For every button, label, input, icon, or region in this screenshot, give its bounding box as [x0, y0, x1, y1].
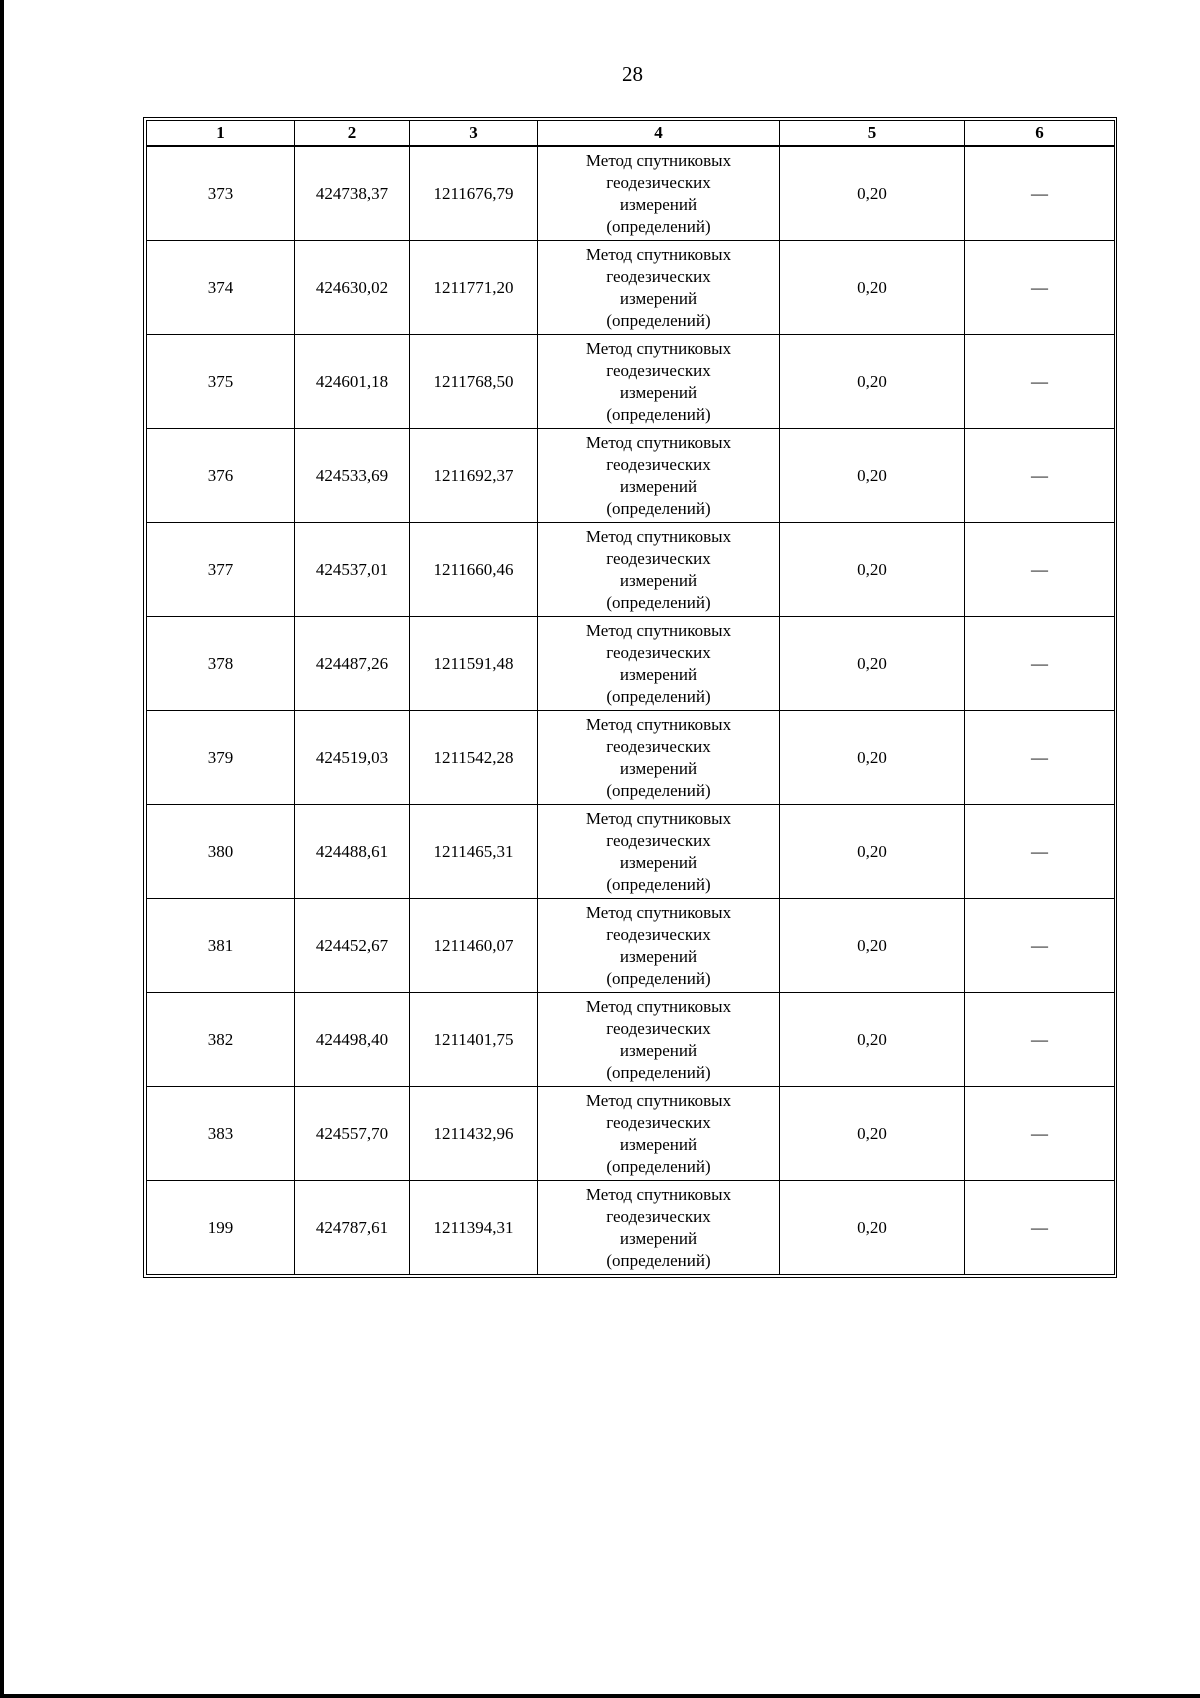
method-line: Метод спутниковых: [585, 902, 732, 922]
method-line: геодезических: [606, 172, 711, 192]
x-coordinate-cell: 424557,70: [295, 1087, 410, 1181]
method-line: геодезических: [606, 1018, 711, 1038]
note-cell: —: [965, 335, 1115, 429]
method-line: Метод спутниковых: [585, 714, 732, 734]
point-number-cell: 380: [147, 805, 295, 899]
column-header: 3: [410, 121, 538, 147]
table-row: [147, 1181, 1115, 1275]
note-cell: —: [965, 805, 1115, 899]
point-number-cell: 381: [147, 899, 295, 993]
note-cell: —: [965, 523, 1115, 617]
point-number-cell: 379: [147, 711, 295, 805]
method-line: Метод спутниковых: [585, 244, 732, 264]
method-line: (определений): [606, 216, 711, 236]
table-body: [147, 146, 1115, 1275]
method-line: Метод спутниковых: [585, 1090, 732, 1110]
method-line: Метод спутниковых: [585, 620, 732, 640]
method-cell: [538, 241, 780, 335]
precision-cell: 0,20: [780, 241, 965, 335]
y-coordinate-cell: 1211465,31: [410, 805, 538, 899]
table-row: [147, 617, 1115, 711]
column-header: 6: [965, 121, 1115, 147]
method-line: измерений: [619, 946, 698, 966]
method-line: измерений: [619, 1228, 698, 1248]
y-coordinate-cell: 1211692,37: [410, 429, 538, 523]
x-coordinate-cell: 424787,61: [295, 1181, 410, 1275]
method-line: измерений: [619, 852, 698, 872]
precision-cell: 0,20: [780, 1181, 965, 1275]
table-row: [147, 241, 1115, 335]
method-line: геодезических: [606, 736, 711, 756]
precision-cell: 0,20: [780, 335, 965, 429]
precision-cell: 0,20: [780, 899, 965, 993]
x-coordinate-cell: 424630,02: [295, 241, 410, 335]
table-row: [147, 899, 1115, 993]
scan-edge-left: [0, 0, 4, 1698]
method-line: (определений): [606, 780, 711, 800]
table-row: [147, 146, 1115, 241]
x-coordinate-cell: 424601,18: [295, 335, 410, 429]
method-line: Метод спутниковых: [585, 338, 732, 358]
coordinates-table: [146, 120, 1115, 1275]
y-coordinate-cell: 1211460,07: [410, 899, 538, 993]
method-line: геодезических: [606, 360, 711, 380]
x-coordinate-cell: 424452,67: [295, 899, 410, 993]
method-line: измерений: [619, 476, 698, 496]
method-line: Метод спутниковых: [585, 808, 732, 828]
precision-cell: 0,20: [780, 146, 965, 241]
point-number-cell: 199: [147, 1181, 295, 1275]
method-line: Метод спутниковых: [585, 526, 732, 546]
note-cell: —: [965, 1087, 1115, 1181]
point-number-cell: 383: [147, 1087, 295, 1181]
method-line: (определений): [606, 1156, 711, 1176]
column-header: 5: [780, 121, 965, 147]
method-line: измерений: [619, 1134, 698, 1154]
y-coordinate-cell: 1211768,50: [410, 335, 538, 429]
method-line: измерений: [619, 758, 698, 778]
method-line: (определений): [606, 874, 711, 894]
method-cell: [538, 899, 780, 993]
y-coordinate-cell: 1211542,28: [410, 711, 538, 805]
method-cell: [538, 711, 780, 805]
column-header: 4: [538, 121, 780, 147]
precision-cell: 0,20: [780, 1087, 965, 1181]
method-line: измерений: [619, 1040, 698, 1060]
x-coordinate-cell: 424487,26: [295, 617, 410, 711]
method-line: измерений: [619, 194, 698, 214]
method-line: измерений: [619, 664, 698, 684]
method-line: геодезических: [606, 830, 711, 850]
x-coordinate-cell: 424488,61: [295, 805, 410, 899]
method-cell: [538, 1181, 780, 1275]
method-line: геодезических: [606, 266, 711, 286]
method-line: (определений): [606, 310, 711, 330]
method-line: (определений): [606, 1250, 711, 1270]
column-header: 2: [295, 121, 410, 147]
method-line: геодезических: [606, 454, 711, 474]
method-line: измерений: [619, 570, 698, 590]
point-number-cell: 377: [147, 523, 295, 617]
method-line: геодезических: [606, 642, 711, 662]
method-cell: [538, 146, 780, 241]
page-number: 28: [622, 62, 643, 86]
method-line: геодезических: [606, 924, 711, 944]
note-cell: —: [965, 1181, 1115, 1275]
method-line: (определений): [606, 498, 711, 518]
y-coordinate-cell: 1211401,75: [410, 993, 538, 1087]
note-cell: —: [965, 993, 1115, 1087]
table-row: [147, 805, 1115, 899]
method-cell: [538, 617, 780, 711]
method-cell: [538, 523, 780, 617]
table-header-row: [147, 121, 1115, 147]
method-line: геодезических: [606, 1112, 711, 1132]
scan-edge-bottom: [0, 1694, 1200, 1698]
x-coordinate-cell: 424738,37: [295, 146, 410, 241]
point-number-cell: 376: [147, 429, 295, 523]
precision-cell: 0,20: [780, 993, 965, 1087]
note-cell: —: [965, 146, 1115, 241]
point-number-cell: 378: [147, 617, 295, 711]
method-cell: [538, 335, 780, 429]
x-coordinate-cell: 424533,69: [295, 429, 410, 523]
method-cell: [538, 993, 780, 1087]
method-line: (определений): [606, 1062, 711, 1082]
point-number-cell: 373: [147, 146, 295, 241]
note-cell: —: [965, 711, 1115, 805]
method-line: Метод спутниковых: [585, 1184, 732, 1204]
precision-cell: 0,20: [780, 429, 965, 523]
method-line: (определений): [606, 686, 711, 706]
table-row: [147, 335, 1115, 429]
y-coordinate-cell: 1211432,96: [410, 1087, 538, 1181]
method-line: геодезических: [606, 548, 711, 568]
method-line: Метод спутниковых: [585, 150, 732, 170]
table-row: [147, 711, 1115, 805]
y-coordinate-cell: 1211771,20: [410, 241, 538, 335]
coordinates-table-frame: [143, 117, 1117, 1278]
method-line: (определений): [606, 968, 711, 988]
method-cell: [538, 429, 780, 523]
point-number-cell: 382: [147, 993, 295, 1087]
column-header: 1: [147, 121, 295, 147]
precision-cell: 0,20: [780, 711, 965, 805]
precision-cell: 0,20: [780, 617, 965, 711]
precision-cell: 0,20: [780, 523, 965, 617]
x-coordinate-cell: 424537,01: [295, 523, 410, 617]
method-line: Метод спутниковых: [585, 996, 732, 1016]
x-coordinate-cell: 424498,40: [295, 993, 410, 1087]
table-row: [147, 1087, 1115, 1181]
note-cell: —: [965, 429, 1115, 523]
table-row: [147, 993, 1115, 1087]
y-coordinate-cell: 1211676,79: [410, 146, 538, 241]
point-number-cell: 375: [147, 335, 295, 429]
method-line: измерений: [619, 288, 698, 308]
table-row: [147, 429, 1115, 523]
table-row: [147, 523, 1115, 617]
precision-cell: 0,20: [780, 805, 965, 899]
method-cell: [538, 805, 780, 899]
y-coordinate-cell: 1211394,31: [410, 1181, 538, 1275]
method-line: Метод спутниковых: [585, 432, 732, 452]
y-coordinate-cell: 1211660,46: [410, 523, 538, 617]
y-coordinate-cell: 1211591,48: [410, 617, 538, 711]
method-line: (определений): [606, 404, 711, 424]
note-cell: —: [965, 241, 1115, 335]
method-cell: [538, 1087, 780, 1181]
note-cell: —: [965, 617, 1115, 711]
x-coordinate-cell: 424519,03: [295, 711, 410, 805]
method-line: измерений: [619, 382, 698, 402]
note-cell: —: [965, 899, 1115, 993]
method-line: (определений): [606, 592, 711, 612]
method-line: геодезических: [606, 1206, 711, 1226]
point-number-cell: 374: [147, 241, 295, 335]
